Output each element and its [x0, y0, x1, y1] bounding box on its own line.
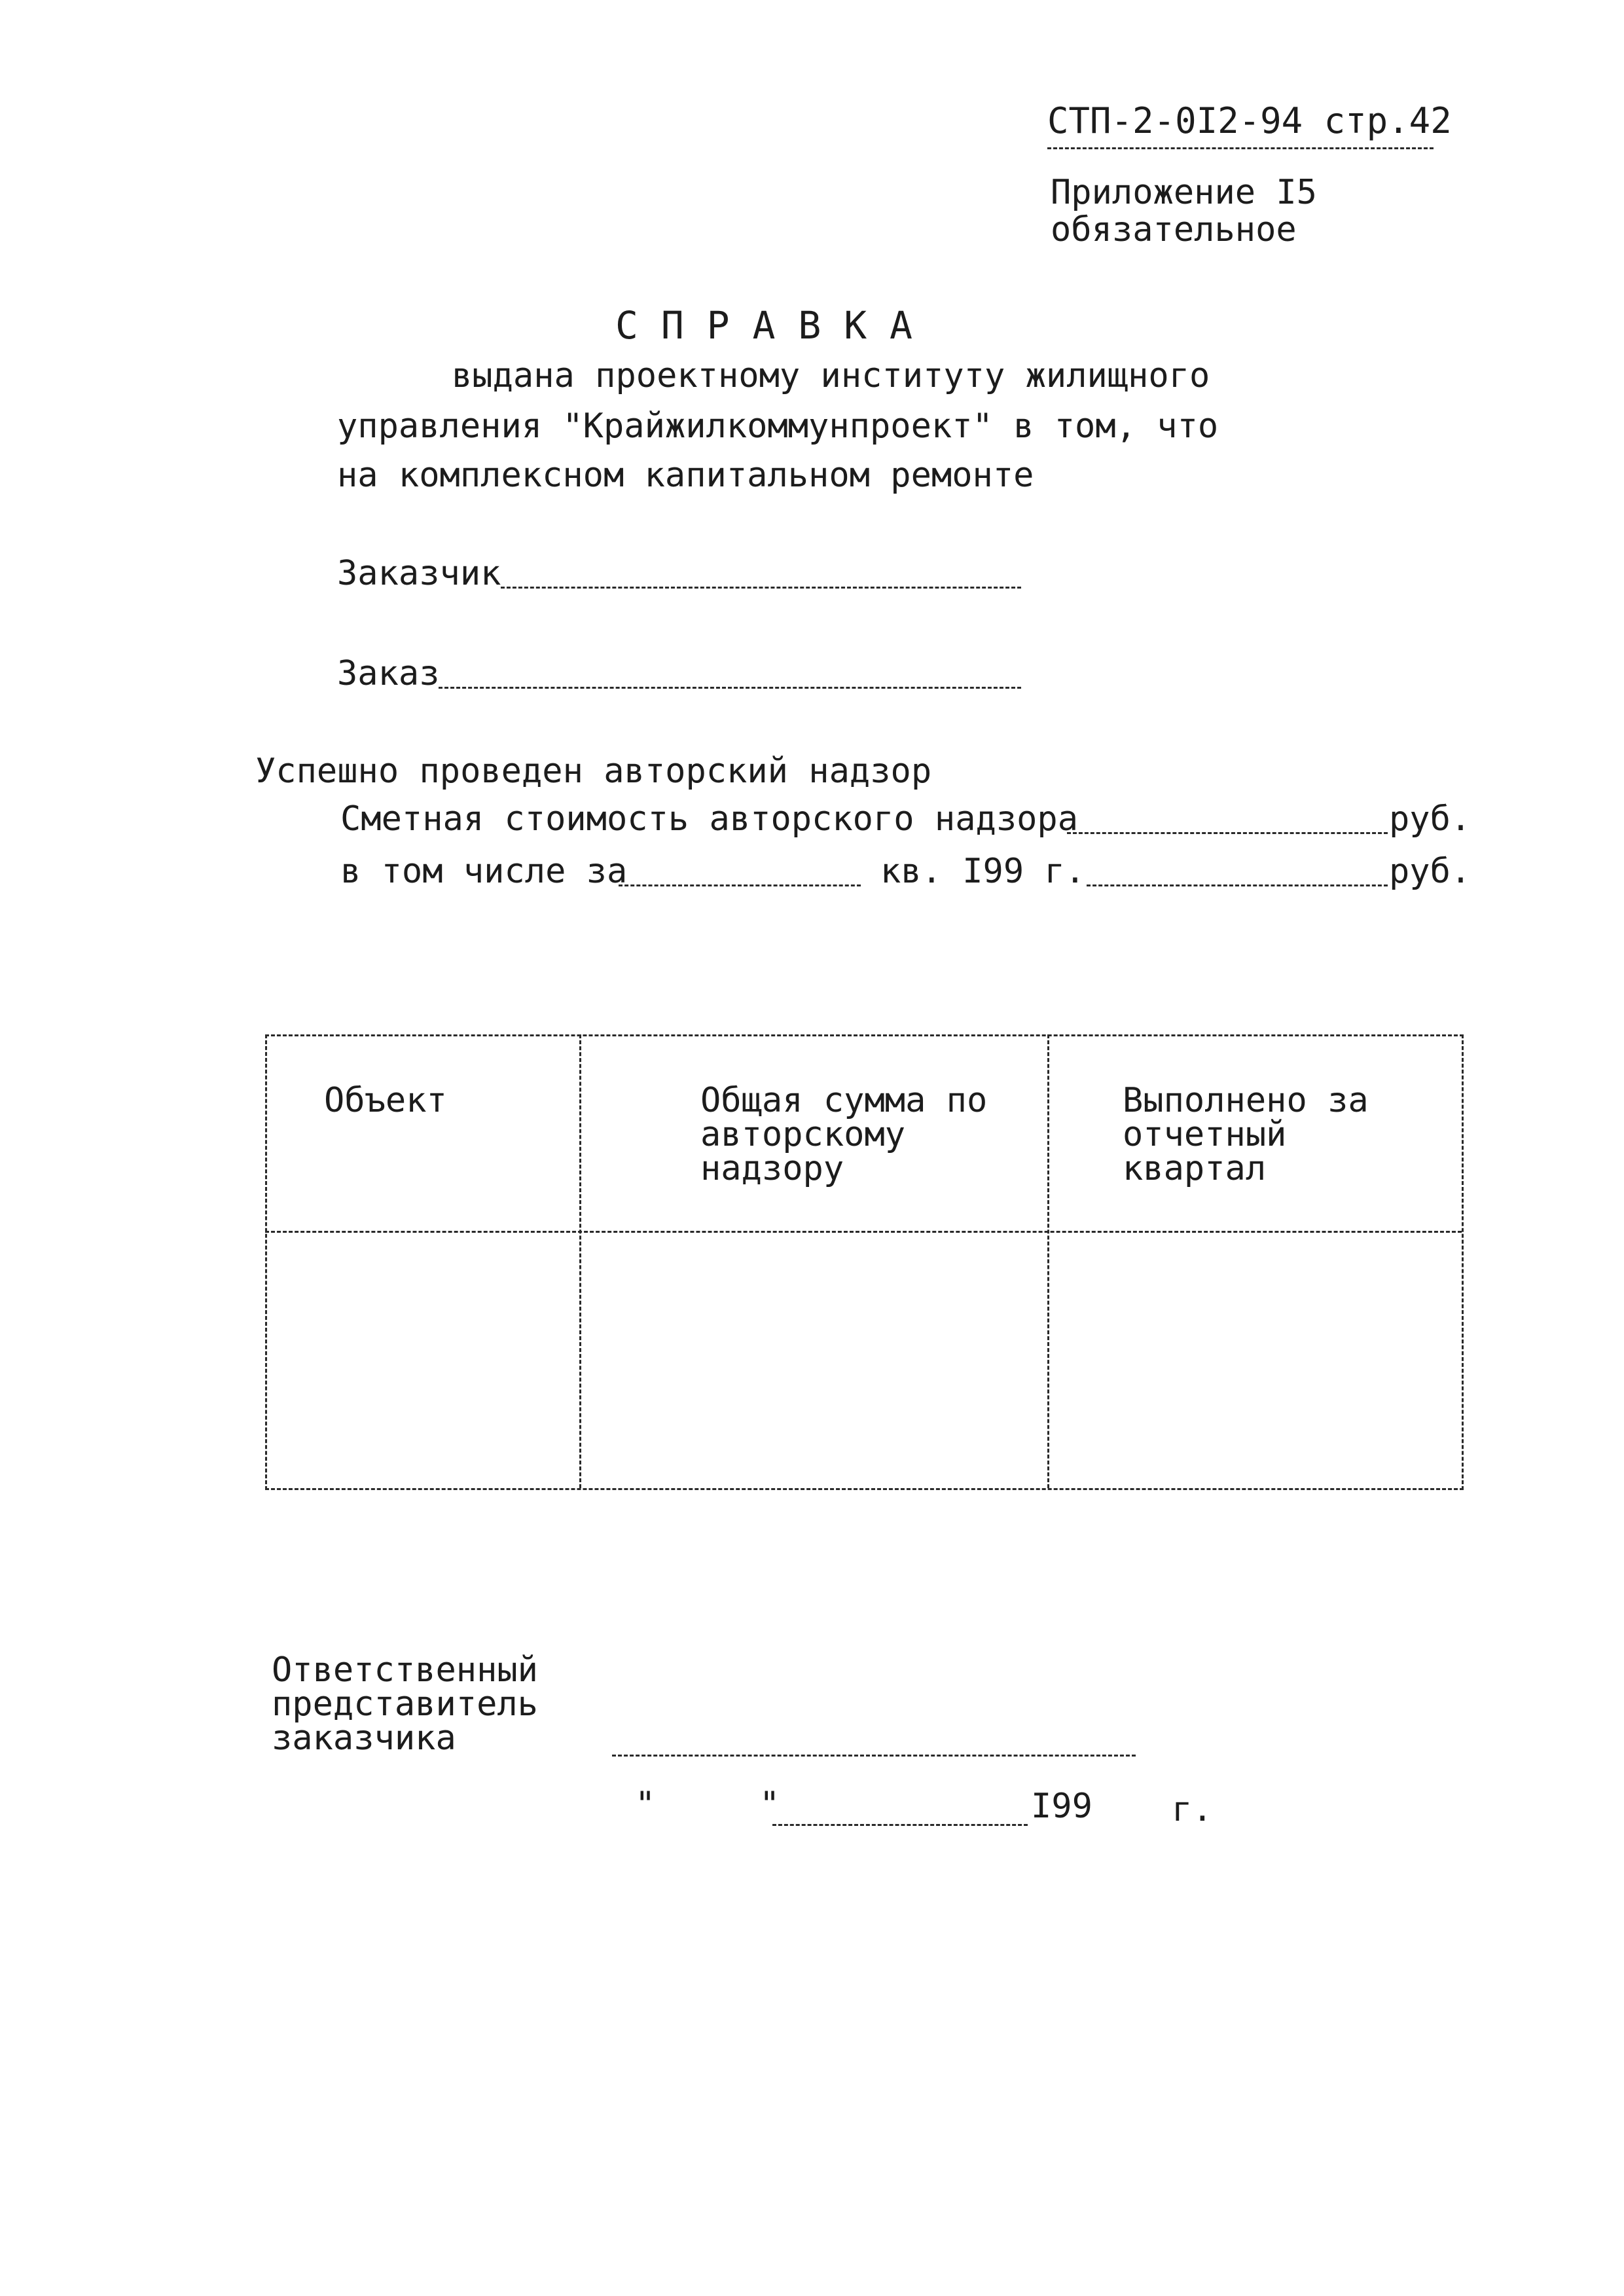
cost-label: Сметная стоимость авторского надзора	[340, 799, 1079, 839]
table-header-divider	[265, 1231, 1462, 1233]
customer-label: Заказчик	[337, 554, 501, 593]
intro-line-1: выдана проектному институту жилищного	[452, 356, 1210, 395]
date-day-field[interactable]	[661, 1787, 753, 1827]
table-column-divider-1	[579, 1034, 581, 1488]
order-field[interactable]	[439, 687, 1021, 689]
customer-field[interactable]	[501, 587, 1021, 589]
date-month-field[interactable]	[772, 1824, 1028, 1826]
table-header-object: Объект	[324, 1081, 447, 1120]
quarter-amount-field[interactable]	[1087, 884, 1388, 886]
date-quote-close: "	[759, 1785, 780, 1824]
table-cell-object-value[interactable]	[268, 1234, 577, 1484]
appendix-status: обязательное	[1051, 210, 1297, 249]
document-reference-underline	[1047, 147, 1434, 149]
order-label: Заказ	[337, 654, 440, 693]
cost-field[interactable]	[1067, 832, 1388, 834]
table-column-divider-2	[1047, 1034, 1049, 1488]
date-quote-open: "	[635, 1785, 656, 1824]
including-label: в том числе за	[340, 852, 628, 891]
quarter-currency: руб.	[1389, 852, 1471, 891]
date-year: I99	[1031, 1787, 1092, 1826]
quarter-number-field[interactable]	[619, 884, 861, 886]
quarter-label: кв. I99 г.	[880, 852, 1086, 891]
responsible-representative-label: Ответственный представитель заказчика	[272, 1650, 538, 1758]
cost-currency: руб.	[1389, 799, 1471, 839]
intro-line-2: управления "Крайжилкоммунпроект" в том, что	[337, 407, 1219, 446]
intro-line-3: на комплексном капитальном ремонте	[337, 456, 1034, 495]
table-cell-total-value[interactable]	[583, 1234, 1045, 1484]
date-year-suffix: г.	[1172, 1790, 1213, 1829]
table-header-total: Общая сумма по авторскому надзору	[700, 1081, 988, 1188]
supervision-done-text: Успешно проведен авторский надзор	[255, 752, 932, 791]
signature-field[interactable]	[612, 1755, 1136, 1757]
table-header-quarter: Выполнено за отчетный квартал	[1123, 1081, 1369, 1188]
document-reference: СТП-2-0I2-94 стр.42	[1047, 100, 1452, 141]
appendix-number: Приложение I5	[1051, 173, 1317, 212]
table-cell-quarter-value[interactable]	[1051, 1234, 1458, 1484]
document-title: С П Р А В К А	[615, 303, 912, 348]
